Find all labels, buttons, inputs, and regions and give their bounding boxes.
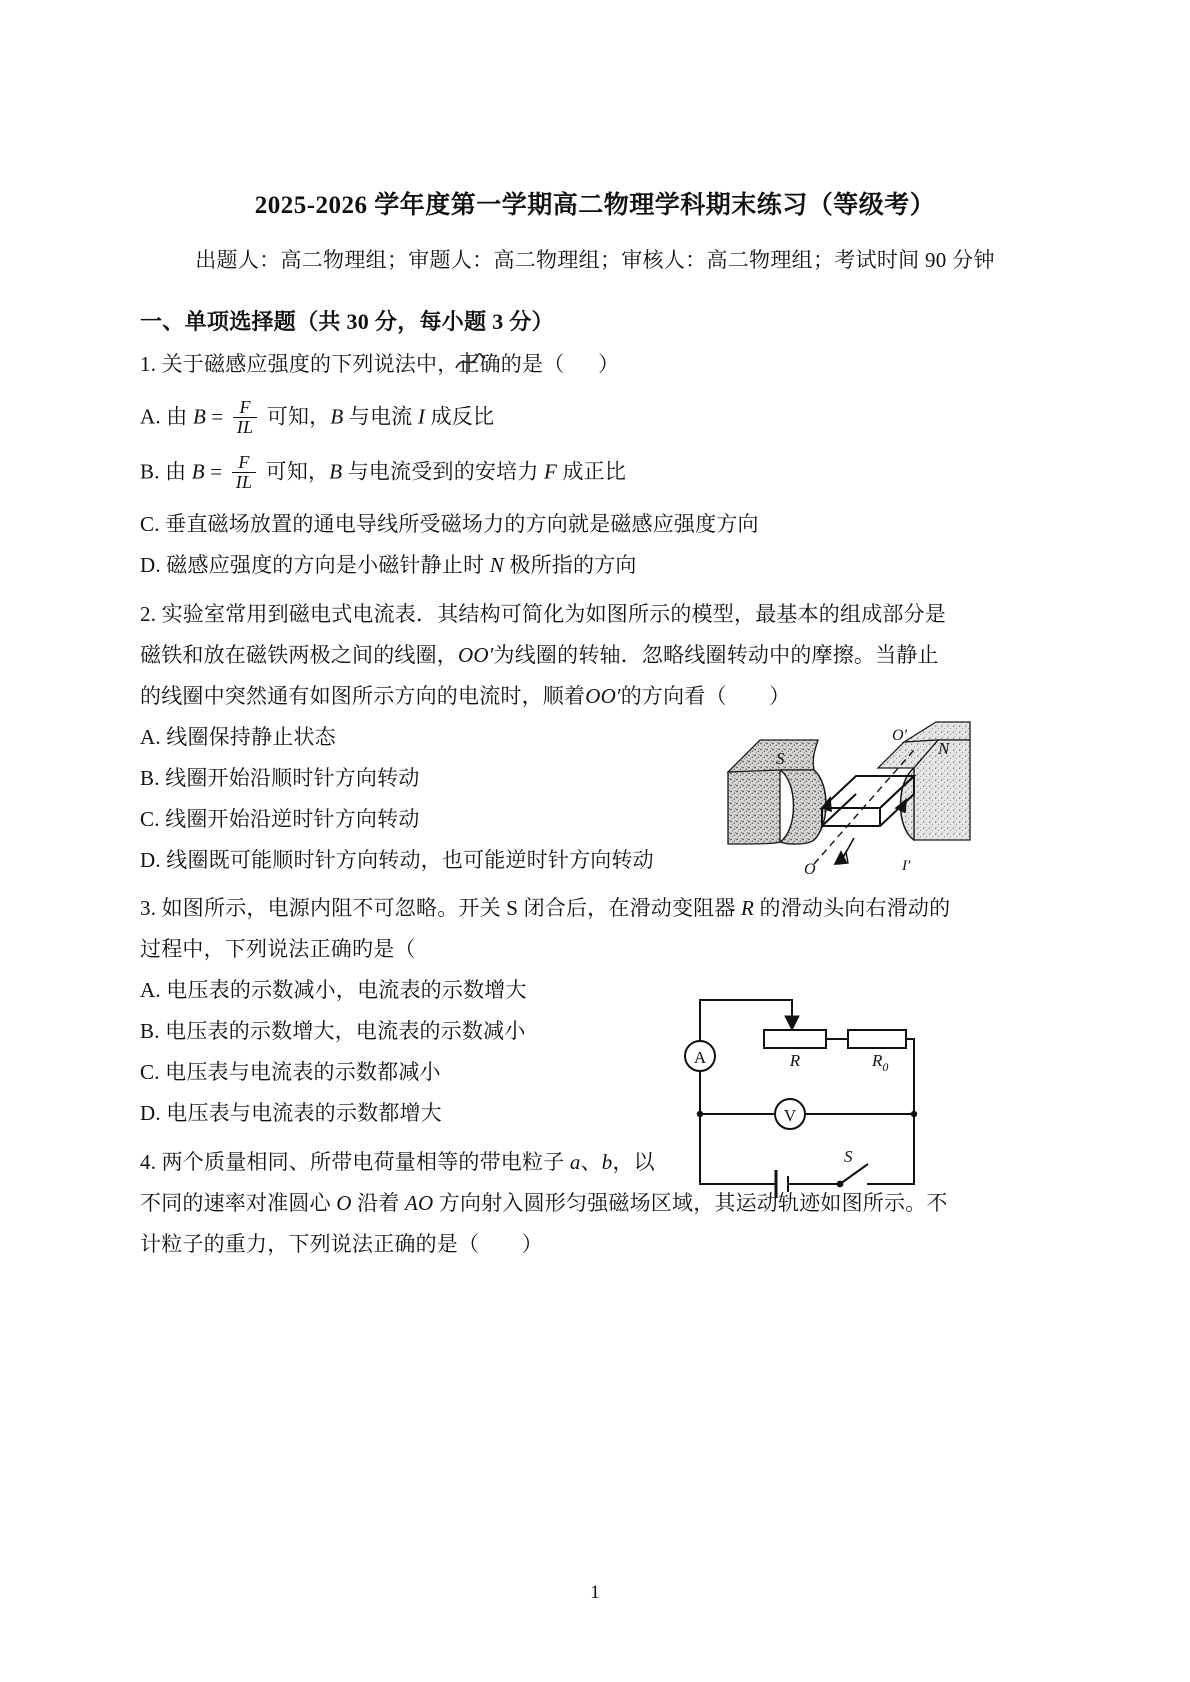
galvanometer-svg: [718, 712, 978, 877]
formula-b-equals-f-over-il-2: $\frac{F}{IL}$: [232, 453, 256, 492]
question-1-option-d: D. 磁感应强度的方向是小磁针静止时 N 极所指的方向: [140, 552, 637, 577]
page-number: 1: [590, 1582, 600, 1603]
question-2-stem-line-1: 2. 实验室常用到磁电式电流表．其结构可简化为如图所示的模型，最基本的组成部分是: [140, 601, 946, 626]
north-pole-label: N: [938, 739, 950, 758]
circuit-svg: [672, 982, 922, 1222]
switch-label: S: [844, 1147, 853, 1166]
circuit-diagram-figure: [672, 982, 922, 1222]
north-magnet-block: [869, 722, 970, 842]
question-1-option-c: C. 垂直磁场放置的通电导线所受磁场力的方向就是磁感应强度方向: [140, 512, 759, 536]
question-4-stem-line-1: 4. 两个质量相同、所带电荷量相等的带电粒子 a、b，以: [140, 1150, 655, 1175]
question-1-stem-marked: 正: [458, 352, 479, 376]
question-4-stem-line-2: 不同的速率对准圆心 O 沿着 AO 方向射入圆形匀强磁场区域，其运动轨迹如图所示。不: [140, 1191, 948, 1215]
question-3-option-a: A. 电压表的示数减小，电流表的示数增大: [140, 978, 527, 1003]
section-heading: 一、单项选择题（共 30 分，每小题 3 分）: [140, 308, 554, 334]
question-2-option-a: A. 线圈保持静止状态: [140, 724, 336, 749]
rheostat-slider-arrow-icon: [785, 1016, 799, 1030]
question-2-option-c: C. 线圈开始沿逆时针方向转动: [140, 806, 420, 831]
question-1-stem: 1. 关于磁感应强度的下列说法中，正 确的是（ ）: [140, 351, 620, 376]
axis-bottom-label: O: [804, 861, 816, 877]
question-1: [140, 344, 1050, 586]
voltmeter-label: V: [783, 1106, 797, 1125]
page-title: 2025-2026 学年度第一学期高二物理学科期末练习（等级考）: [254, 192, 936, 219]
question-1-option-b: B. 由 B = $\frac{F}{IL}$ 可知，B 与电流受到的安培力 F 成正比: [140, 452, 627, 493]
question-3-option-b: B. 电压表的示数增大，电流表的示数减小: [140, 1019, 526, 1044]
battery-symbol: [768, 1170, 796, 1198]
question-1-stem-suffix: 确的是（: [479, 351, 565, 376]
question-2-option-d: D. 线圈既可能顺时针方向转动，也可能逆时针方向转动: [140, 847, 654, 872]
resistor-label: $R_0$: [872, 1051, 889, 1074]
formula-b-equals-f-over-il: $\frac{F}{IL}$: [233, 398, 257, 437]
question-2-option-b: B. 线圈开始沿顺时针方向转动: [140, 765, 420, 790]
question-2-stem-line-2: 磁铁和放在磁铁两极之间的线圈，OO′为线圈的转轴．忽略线圈转动中的摩擦。当静止: [140, 642, 939, 667]
question-4-stem-line-3: 计粒子的重力，下列说法正确的是（ ）: [140, 1231, 543, 1256]
exam-meta-line: 出题人：高二物理组；审题人：高二物理组；审核人：高二物理组；考试时间 90 分钟: [195, 248, 995, 272]
current-label: I′: [902, 858, 911, 874]
ammeter-label: A: [693, 1048, 707, 1067]
question-3-stem-line-1: 3. 如图所示，电源内阻不可忽略。开关 S 闭合后，在滑动变阻器 R 的滑动头向右滑动的: [140, 896, 951, 921]
question-1-stem-prefix: 1. 关于磁感应强度的下列说法中，: [140, 351, 459, 376]
question-3-option-c: C. 电压表与电流表的示数都减小: [140, 1060, 441, 1085]
galvanometer-model-figure: [718, 712, 978, 877]
junction-dot-left: [697, 1111, 703, 1117]
junction-dot-right: [911, 1111, 917, 1117]
question-2-stem-line-3: 的线圈中突然通有如图所示方向的电流时，顺着OO′的方向看（ ）: [140, 683, 791, 708]
question-3-option-d: D. 电压表与电流表的示数都增大: [140, 1101, 442, 1126]
rheostat-label: R: [789, 1051, 801, 1070]
axis-top-label: O′: [892, 727, 908, 744]
question-1-option-a: A. 由 B = $\frac{F}{IL}$ 可知，B 与电流 I 成反比: [140, 397, 495, 438]
question-3-stem-line-2: 过程中，下列说法正确旳是（: [140, 937, 416, 962]
south-pole-label: S: [776, 749, 785, 768]
switch-symbol: [838, 1164, 868, 1186]
